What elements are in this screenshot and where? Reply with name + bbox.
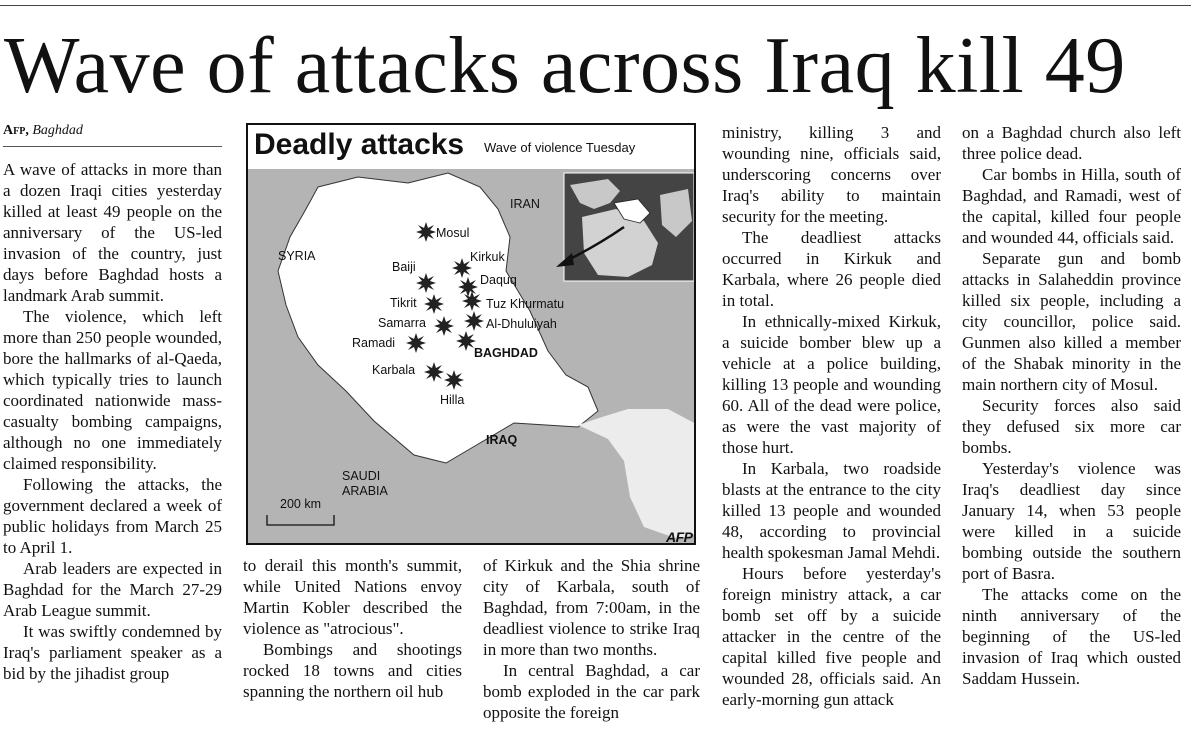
- article-column-4: [722, 122, 941, 710]
- top-rule: [0, 5, 1191, 6]
- explosion-icon: [406, 333, 426, 353]
- paragraph: Separate gun and bomb attacks in Salaheddin province killed six people, including a city councillor, police said. Gunmen also killed a member of the Shabak minority in the main northern city of Mosul.: [962, 249, 1181, 394]
- city-label-ramadi: Ramadi: [352, 336, 396, 350]
- paragraph: The deadliest attacks occurred in Kirkuk and Karbala, where 26 people died in total.: [722, 228, 941, 310]
- paragraph: Yesterday's violence was Iraq's deadliest day since January 14, when 53 people were killed in a suicide bombing outside the southern port of Basra.: [962, 459, 1181, 583]
- explosion-icon: [444, 370, 464, 390]
- city-label-kirkuk: Kirkuk: [470, 250, 505, 264]
- explosion-icon: [464, 311, 484, 331]
- map-graphic: [246, 123, 696, 545]
- country-label-syria: SYRIA: [278, 249, 316, 263]
- headline: Wave of attacks across Iraq kill 49: [4, 22, 1126, 110]
- country-label-saudi: SAUDI ARABIA: [342, 469, 388, 498]
- article-column-3: [483, 555, 700, 723]
- paragraph: on a Baghdad church also left three police dead.: [962, 123, 1181, 163]
- paragraph: In central Baghdad, a car bomb exploded in the car park opposite the foreign: [483, 661, 700, 722]
- explosion-icon: [452, 258, 472, 278]
- city-label-samarra: Samarra: [378, 316, 426, 330]
- city-label-al-dhuluiyah: Al-Dhuluiyah: [486, 317, 557, 331]
- explosion-icon: [416, 222, 436, 242]
- byline: [3, 122, 222, 147]
- scale-label: 200 km: [280, 497, 321, 511]
- paragraph: of Kirkuk and the Shia shrine city of Karbala, south of Baghdad, from 7:00am, in the deadliest violence to strike Iraq in more than two months.: [483, 556, 700, 659]
- article-column-2: [243, 555, 462, 702]
- city-label-hilla: Hilla: [440, 393, 465, 407]
- paragraph: It was swiftly condemned by Iraq's parliament speaker as a bid by the jihadist group: [3, 622, 222, 683]
- city-label-mosul: Mosul: [436, 226, 470, 240]
- paragraph: to derail this month's summit, while United Nations envoy Martin Kobler described the violence as "atrocious".: [243, 556, 462, 638]
- city-label-baiji: Baiji: [392, 260, 416, 274]
- explosion-icon: [416, 273, 436, 293]
- city-label-baghdad: BAGHDAD: [474, 346, 538, 360]
- paragraph: Security forces also said they defused six more car bombs.: [962, 396, 1181, 457]
- graphic-title: Deadly attacks: [254, 128, 465, 161]
- scale-bar-line: [266, 513, 336, 527]
- paragraph: Hours before yesterday's foreign ministry attack, a car bomb set off by a suicide attacker in the centre of the capital killed five people and wounded 28, officials said. An early-morning gun attack: [722, 564, 941, 709]
- paragraph: In Karbala, two roadside blasts at the entrance to the city killed 13 people and wounded 48, according to provincial health spokesman Jamal Mehdi.: [722, 459, 941, 562]
- city-label-daquq: Daquq: [480, 273, 517, 287]
- country-label-iraq: IRAQ: [486, 433, 518, 447]
- city-label-tuz-khurmatu: Tuz Khurmatu: [486, 297, 565, 311]
- paragraph: The violence, which left more than 250 people wounded, bore the hallmarks of al-Qaeda, which typically tries to launch coordinated nationwide mass-casualty bombing campaigns, although no one immediately claimed responsibility.: [3, 307, 222, 473]
- paragraph: Arab leaders are expected in Baghdad for the March 27-29 Arab League summit.: [3, 559, 222, 620]
- explosion-icon: [456, 331, 476, 351]
- explosion-icon: [424, 362, 444, 382]
- byline-place: Baghdad: [32, 123, 83, 138]
- article-column-5: [962, 122, 1181, 689]
- paragraph: ministry, killing 3 and wounding nine, officials said, underscoring concerns over Iraq's ability to maintain security for the meeting.: [722, 123, 941, 226]
- graphic-subtitle: Wave of violence Tuesday: [484, 140, 636, 155]
- explosion-icon: [434, 316, 454, 336]
- explosion-icon: [424, 294, 444, 314]
- explosion-icon: [462, 291, 482, 311]
- paragraph: A wave of attacks in more than a dozen Iraqi cities yesterday killed at least 49 people on the anniversary of the US-led invasion of the country, just days before Baghdad hosts a landmark Arab summit.: [3, 160, 222, 305]
- city-label-tikrit: Tikrit: [390, 296, 417, 310]
- paragraph: Following the attacks, the government declared a week of public holidays from March 25 to April 1.: [3, 475, 222, 557]
- city-label-karbala: Karbala: [372, 363, 416, 377]
- byline-agency: Afp,: [3, 123, 29, 138]
- afp-credit-logo: AFP: [666, 529, 693, 545]
- paragraph: In ethnically-mixed Kirkuk, a suicide bomber blew up a vehicle at a police building, killing 13 people and wounding 60. All of the dead were police, as were the vast majority of those hurt.: [722, 312, 941, 457]
- country-label-iran: IRAN: [510, 197, 540, 211]
- paragraph: The attacks come on the ninth anniversary of the beginning of the US-led invasion of Iraq which ousted Saddam Hussein.: [962, 585, 1181, 688]
- paragraph: Car bombs in Hilla, south of Baghdad, and Ramadi, west of the capital, killed four people and wounded 44, officials said.: [962, 165, 1181, 247]
- paragraph: Bombings and shootings rocked 18 towns and cities spanning the northern oil hub: [243, 640, 462, 701]
- article-column-1: [3, 122, 222, 684]
